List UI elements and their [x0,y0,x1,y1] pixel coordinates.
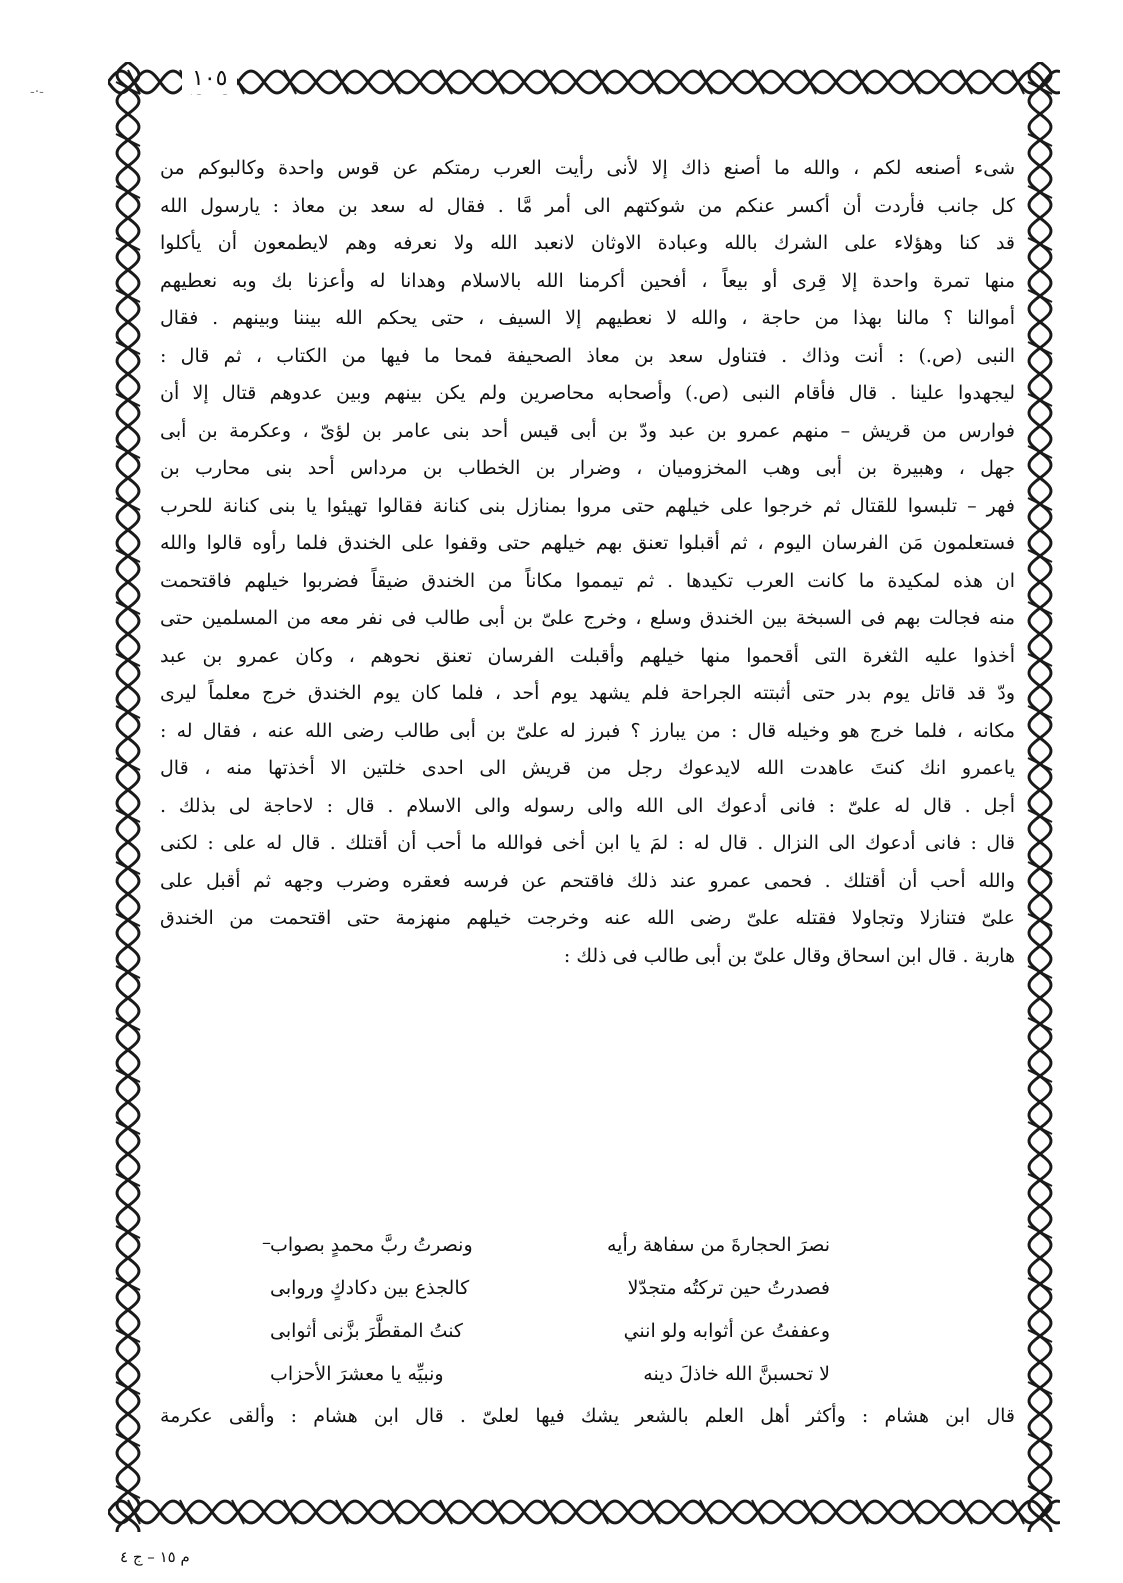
verse-second-hemistich: ونصرتُ ربَّ محمدٍ بصواب [270,1234,473,1256]
text-line: فوارس من قريش – منهم عمرو بن عبد ودّ بن أبى قيس أحد بنى عامر بن لؤىّ ، وعكرمة بن أبى [160,419,1015,442]
page-number: ١٠٥ [182,64,237,94]
poem-verse [270,1267,830,1310]
text-line: والله أحب أن أقتلك . فحمى عمرو عند ذلك فاقتحم عن فرسه فعقره وضرب وجهه ثم أقبل على [160,869,1015,892]
text-line: ليجهدوا علينا . قال فأقام النبى (ص.) وأصحابه محاصرين ولم يكن بينهم وبين عدوهم قتال إلا أن [160,382,1015,404]
text-line: منه فجالت بهم فى السبخة بين الخندق وسلع ، وخرج علىّ بن أبى طالب فى نفر معه من المسلمين حتى [160,607,1015,629]
closing-line: قال ابن هشام : وأكثر أهل العلم بالشعر يشك فيها لعلىّ . قال ابن هشام : وألقى عكرمة [160,1405,1015,1427]
text-line: هاربة . قال ابن اسحاق وقال علىّ بن أبى طالب فى ذلك : [563,944,1015,967]
verse-second-hemistich: ونبيِّه يا معشرَ الأحزاب [270,1363,444,1385]
margin-mark: -·- [30,84,44,100]
text-line: فستعلمون مَن الفرسان اليوم ، ثم أقبلوا تعنق بهم خيلهم حتى وقفوا على الخندق فلما رأوه قالوا والله [160,532,1015,554]
text-line: أجل . قال له علىّ : فانى أدعوك الى الله والى رسوله والى الاسلام . قال : لاحاجة لى بذلك . [160,794,1015,817]
poem [270,1224,830,1396]
border-bottom [108,1492,1060,1532]
text-line: مكانه ، فلما خرج هو وخيله قال : من يبارز ؟ فبرز له علىّ بن أبى طالب رضى الله عنه ، فقال له : [160,719,1015,742]
text-line: قد كنا وهؤلاء على الشرك بالله وعبادة الاوثان لانعبد الله ولا نعرفه وهم لايطمعون أن يأكلوا [160,232,1015,254]
text-line: علىّ فتنازلا وتجاولا فقتله علىّ رضى الله عنه وخرجت خيلهم منهزمة حتى اقتحمت من الخندق [160,907,1015,929]
text-line: ان هذه لمكيدة ما كانت العرب تكيدها . ثم تيمموا مكاناً من الخندق ضيقاً فضربوا خيلهم فاقتحمت [160,569,1015,592]
verse-first-hemistich: فصدرتُ حين تركتُه متجدّلا [627,1277,830,1299]
border-right [1020,62,1060,1532]
text-line: قال : فانى أدعوك الى النزال . قال له : لمَ يا ابن أخى فوالله ما أحب أن أقتلك . قال له على : لكنى [160,832,1015,854]
verse-second-hemistich: كالجذع بين دكادكٍ وروابى [270,1277,470,1299]
poem-verse [270,1224,830,1267]
text-line: النبى (ص.) : أنت وذاك . فتناول سعد بن معاذ الصحيفة فمحا ما فيها من الكتاب ، ثم قال : [160,344,1015,367]
text-line: ياعمرو انك كنتَ عاهدت الله لايدعوك رجل من قريش الى احدى خلتين الا أخذتها منه ، قال [160,757,1015,779]
poem-dash: – [262,1232,271,1253]
border-top [108,62,1060,102]
text-line: شىء أصنعه لكم ، والله ما أصنع ذاك إلا لأنى رأيت العرب رمتكم عن قوس واحدة وكالبوكم من [160,157,1015,179]
text-line: جهل ، وهبيرة بن أبى وهب المخزوميان ، وضرار بن الخطاب بن مرداس أحد بنى محارب بن [160,457,1015,479]
printer-signature: م ١٥ – ج ٤ [120,1548,190,1566]
verse-second-hemistich: كنتُ المقطَّرَ بزَّنى أثوابى [270,1320,463,1342]
text-line: أموالنا ؟ مالنا بهذا من حاجة ، والله لا نعطيهم إلا السيف ، حتى يحكم الله بيننا وبينهم . فقال [160,307,1015,329]
verse-first-hemistich: نصرَ الحجارةَ من سفاهة رأيه [606,1234,830,1256]
text-line: فهر – تلبسوا للقتال ثم خرجوا على خيلهم حتى مروا بمنازل بنى كنانة فقالوا تهيئوا يا بنى كنانة للحرب [160,494,1015,517]
text-line: كل جانب فأردت أن أكسر عنكم من شوكتهم الى أمر مَّا . فقال له سعد بن معاذ : يارسول الله [160,194,1015,217]
poem-verse [270,1353,830,1396]
text-line: ودّ قد قاتل يوم بدر حتى أثبتته الجراحة فلم يشهد يوم أحد ، فلما كان يوم الخندق خرج معلماً ليرى [160,682,1015,704]
main-text [160,150,1015,975]
poem-verse [270,1310,830,1353]
verse-first-hemistich: لا تحسبنَّ الله خاذلَ دينه [643,1363,830,1385]
text-line: أخذوا عليه الثغرة التى أقحموا منها خيلهم وأقبلت الفرسان تعنق نحوهم ، وكان عمرو بن عبد [160,644,1015,667]
verse-first-hemistich: وعففتُ عن أثوابه ولو انني [623,1320,830,1342]
border-left [108,62,148,1532]
text-line: منها تمرة واحدة إلا قِرى أو بيعاً ، أفحين أكرمنا الله بالاسلام وهدانا له وأعزنا بك وبه نعطيهم [160,269,1015,292]
